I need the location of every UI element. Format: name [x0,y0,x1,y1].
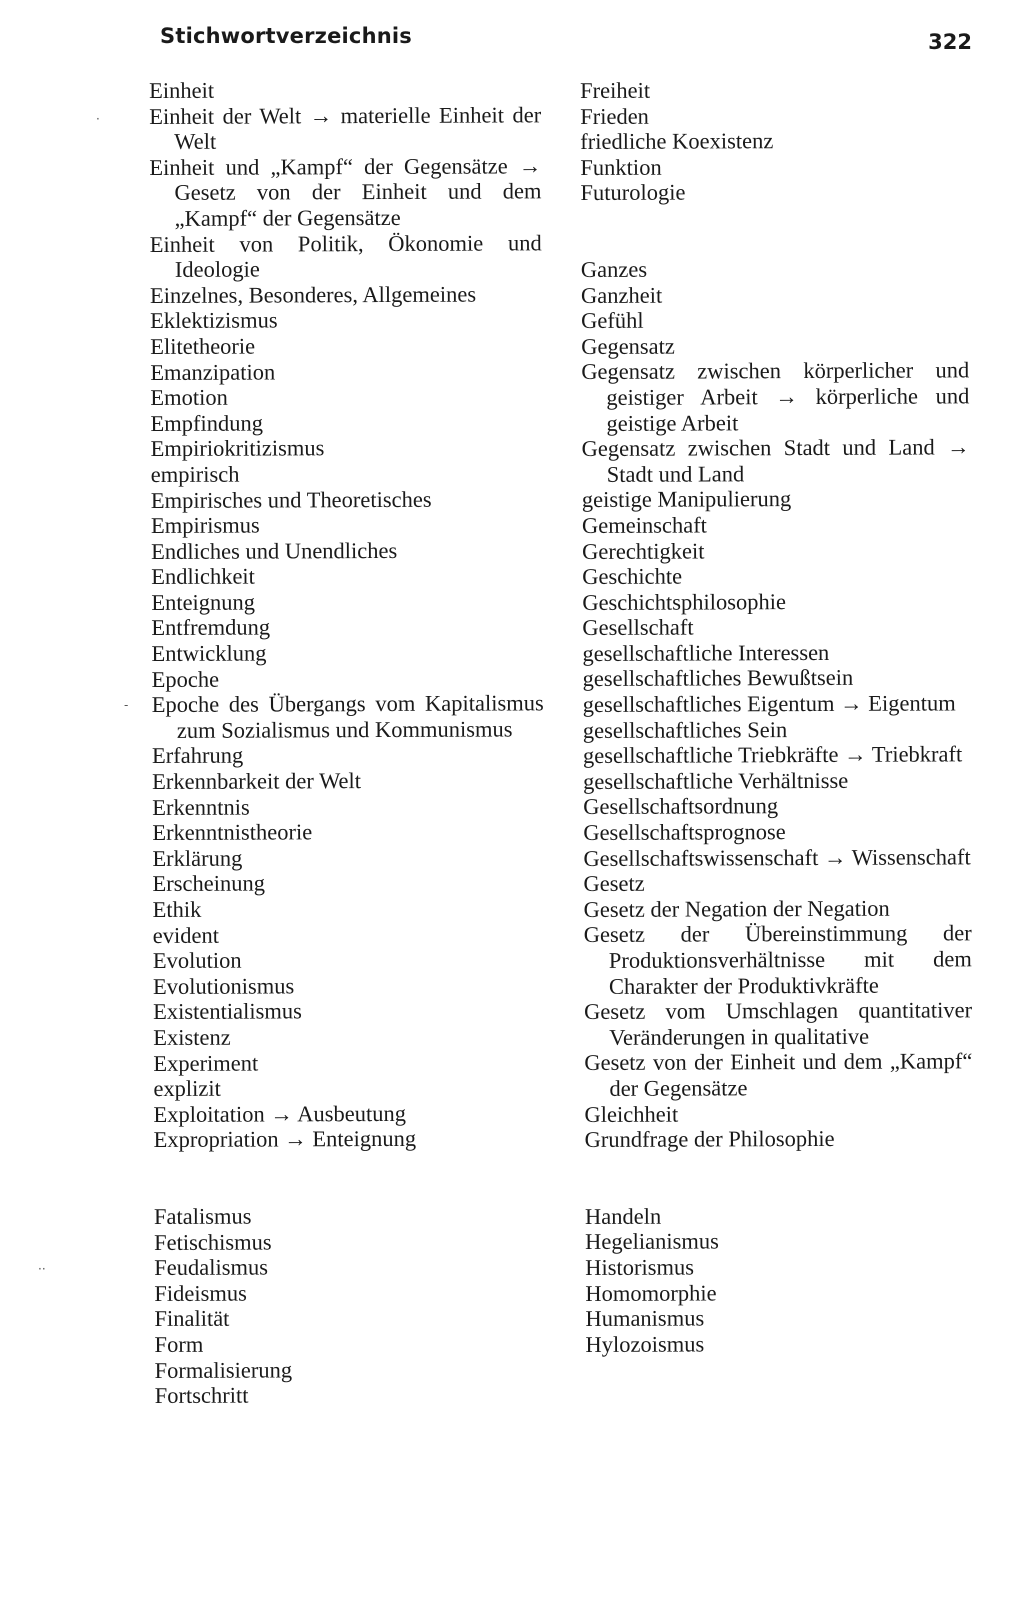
index-entry: Feudalismus [154,1254,269,1281]
index-entry: friedliche Koexistenz [580,128,774,155]
index-entry: Gefühl [581,307,644,334]
index-entry: Erklärung [152,845,243,871]
index-entry: Empfindung [150,410,264,436]
group-gap [581,204,969,257]
index-entry: Evolutionismus [152,973,295,999]
index-entry: Expropriation → Enteignung [153,1126,417,1153]
group-gap [154,1151,546,1204]
left-group-f [154,1202,547,1408]
index-entry: Hegelianismus [585,1228,719,1255]
index-entry: Fetischismus [154,1229,272,1255]
index-entry: Fortschritt [154,1382,249,1409]
index-entry: Gleichheit [584,1101,679,1127]
index-entry: geistige Manipulierung [581,486,792,513]
index-entry: Funktion [580,154,662,180]
index-entry: Fideismus [154,1280,247,1306]
index-entry: Ganzheit [580,282,663,308]
index-entry: Grundfrage der Philosophie [584,1126,835,1153]
index-entry: Gerechtigkeit [582,537,705,564]
index-entry: Freiheit [580,77,651,103]
index-entry: Gegensatz zwischen körperlicher und geistiger Arbeit → körperliche und geistige Arbeit [581,357,970,436]
index-entry: Epoche des Übergangs vom Kapitalismus zum Sozialismus und Kommunismus [151,690,544,743]
index-entry: Empiriokritizismus [150,435,325,462]
index-entry: Exploitation → Ausbeutung [153,1100,407,1127]
index-entry: Endliches und Unendliches [151,537,398,564]
index-entry: Fatalismus [153,1203,252,1229]
index-entry: Formalisierung [154,1356,293,1383]
index-entry: Einheit von Politik, Ökonomie und Ideologie [149,229,542,283]
index-entry: Empirisches und Theoretisches [150,486,432,513]
index-entry: Finalität [154,1305,230,1332]
index-entry: empirisch [150,461,240,487]
index-entry: Ethik [152,896,202,922]
index-entry: Erkenntnistheorie [152,819,313,846]
index-entry: Emotion [150,384,228,411]
index-entry: gesellschaftliche Triebkräfte → Triebkraft [582,741,963,769]
right-group-f [580,76,969,206]
index-entry: Gesetz der Übereinstimmung der Produktionsverhältnisse mit dem Charakter der Produktivkräfte [583,920,972,999]
index-entry: gesellschaftliche Interessen [582,639,830,666]
index-entry: Existentialismus [153,998,302,1025]
index-entry: Epoche [151,666,220,692]
index-entry: Ganzes [580,256,648,282]
index-entry: Gesellschaft [582,614,694,641]
index-entry: Erscheinung [152,870,266,897]
index-entry: Erkenntnis [152,794,250,820]
index-entry: Gesetz vom Umschlagen quantitativer Veränderungen in qualitative [584,997,973,1050]
right-column [580,76,974,1357]
index-entry: gesellschaftliches Eigentum → Eigentum [582,690,956,718]
index-entry: gesellschaftliches Sein [582,716,788,743]
page-number: 322 [928,30,972,54]
index-entry: Homomorphie [585,1279,717,1306]
index-entry: Entfremdung [151,614,271,641]
index-entry: Frieden [580,103,649,129]
index-entry: Gegensatz zwischen Stadt und Land → Stadt und Land [581,434,970,487]
index-entry: Evolution [152,947,242,974]
right-group-h [585,1202,974,1357]
index-entry: Gesetz der Negation der Negation [583,895,890,922]
index-entry: Geschichte [582,563,683,590]
index-entry: Hylozoismus [585,1331,705,1357]
index-entry: Gegensatz [581,333,675,359]
left-column [149,76,547,1408]
group-gap [585,1151,973,1204]
index-entry: Elitetheorie [150,333,256,359]
running-head: Stichwortverzeichnis [160,24,412,48]
print-speck: ·· [38,1262,46,1276]
index-entry: Geschichtsphilosophie [582,588,787,615]
index-entry: explizit [153,1075,221,1102]
index-entry: Gesellschaftswissenschaft → Wissenschaft [583,843,971,871]
right-group-g [581,255,973,1152]
index-entry: Enteignung [151,589,256,615]
index-entry: Existenz [153,1024,231,1050]
print-speck: · [96,112,100,126]
index-entry: Emanzipation [150,358,276,385]
index-entry: Einheit der Welt → materielle Einheit der Welt [149,101,542,155]
index-entry: Erkennbarkeit der Welt [152,768,362,795]
index-entry: Einheit [149,77,215,103]
index-entry: Endlichkeit [151,563,255,590]
index-entry: Experiment [153,1050,259,1076]
index-entry: Entwicklung [151,640,267,667]
index-entry: Gesetz [583,870,645,897]
index-entry: Form [154,1331,204,1357]
index-entry: evident [152,922,220,948]
index-entry: Eklektizismus [150,307,278,334]
index-entry: Einheit und „Kampf“ der Gegensätze → Gesetz von der Einheit und dem „Kampf“ der Gegensätze [149,153,542,231]
index-entry: Futurologie [580,179,686,206]
index-entry: Gesellschaftsprognose [583,819,786,846]
print-speck: - [124,698,129,712]
index-entry: Humanismus [585,1305,705,1332]
index-entry: Historismus [585,1254,695,1280]
index-entry: Gemeinschaft [581,512,707,538]
index-entry: gesellschaftliche Verhältnisse [583,767,849,794]
index-entry: Handeln [584,1203,662,1229]
left-group-e [149,76,546,1153]
index-entry: Einzelnes, Besonderes, Allgemeines [149,281,477,308]
index-entry: Gesellschaftsordnung [583,793,779,820]
index-entry: Empirismus [150,512,260,539]
index-entry: Erfahrung [151,743,244,769]
index-entry: gesellschaftliches Bewußtsein [582,665,854,692]
index-entry: Gesetz von der Einheit und dem „Kampf“ der Gegensätze [584,1048,973,1101]
